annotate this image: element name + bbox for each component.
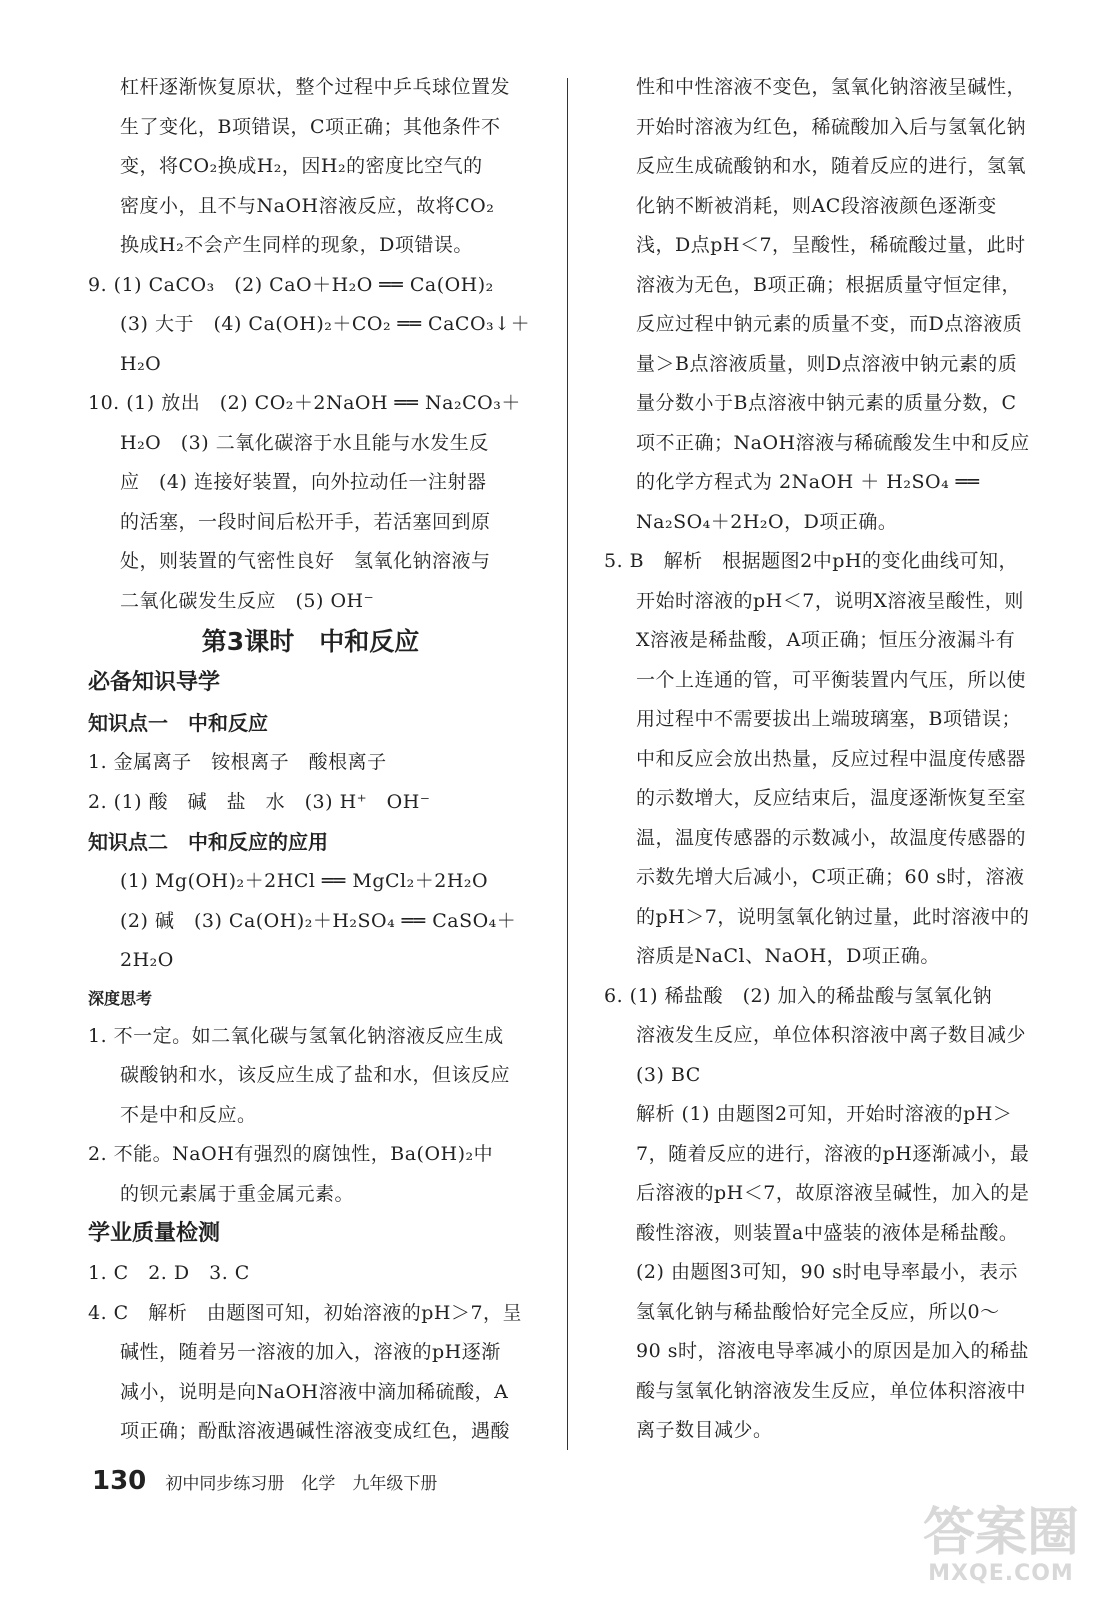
text-line: 一个上连通的管，可平衡装置内气压，所以使 — [636, 668, 1027, 691]
text-line: 换成H₂不会产生同样的现象，D项错误。 — [120, 234, 473, 256]
text-line: 解析 (1) 由题图2可知，开始时溶液的pH＞ — [636, 1103, 1013, 1125]
text-line: 5. B 解析 根据题图2中pH的变化曲线可知， — [604, 550, 1018, 572]
page-footer — [92, 1466, 437, 1496]
page-number: 130 — [92, 1466, 147, 1496]
text-line: H₂O (3) 二氧化碳溶于水且能与水发生反 — [120, 431, 489, 454]
text-line: 后溶液的pH＜7，故原溶液呈碱性，加入的是 — [636, 1182, 1030, 1204]
text-line: 2H₂O — [120, 949, 174, 971]
text-line: Na₂SO₄＋2H₂O，D项正确。 — [636, 510, 898, 533]
text-line: 浅，D点pH＜7，呈酸性，稀硫酸过量，此时 — [636, 234, 1026, 256]
text-line: 1. 金属离子 铵根离子 酸根离子 — [88, 751, 387, 773]
left-column — [88, 68, 533, 1452]
text-line: 反应过程中钠元素的质量不变，而D点溶液质 — [636, 313, 1023, 335]
watermark-url: MXQE.COM — [928, 1561, 1074, 1586]
text-line: 生了变化，B项错误，C项正确；其他条件不 — [120, 115, 501, 138]
text-line: (3) BC — [636, 1063, 701, 1086]
text-line: 中和反应会放出热量，反应过程中温度传感器 — [636, 747, 1027, 770]
text-line: 溶质是NaCl、NaOH，D项正确。 — [636, 945, 940, 967]
text-line: 密度小，且不与NaOH溶液反应，故将CO₂ — [120, 194, 495, 217]
watermark-logo — [923, 1505, 1079, 1586]
text-line: 4. C 解析 由题图可知，初始溶液的pH＞7，呈 — [88, 1301, 523, 1324]
text-line: 离子数目减少。 — [636, 1419, 773, 1441]
text-line: 9. (1) CaCO₃ (2) CaO＋H₂O ══ Ca(OH)₂ — [88, 273, 494, 296]
subsection-heading: 知识点一 中和反应 — [88, 711, 268, 735]
book-title: 初中同步练习册 化学 九年级下册 — [165, 1474, 438, 1494]
text-line: 1. C 2. D 3. C — [88, 1262, 250, 1284]
text-line: 的钡元素属于重金属元素。 — [120, 1182, 355, 1205]
section-heading: 必备知识导学 — [88, 670, 221, 695]
text-line: 项正确；酚酞溶液遇碱性溶液变成红色，遇酸 — [120, 1420, 511, 1442]
text-line: 酸与氢氧化钠溶液发生反应，单位体积溶液中 — [636, 1379, 1027, 1402]
text-line: 的pH＞7，说明氢氧化钠过量，此时溶液中的 — [636, 905, 1030, 928]
column-divider — [567, 78, 568, 1450]
text-line: 化钠不断被消耗，则AC段溶液颜色逐渐变 — [636, 194, 997, 217]
text-line: 处，则装置的气密性良好 氢氧化钠溶液与 — [120, 550, 491, 572]
text-line: X溶液是稀盐酸，A项正确；恒压分液漏斗有 — [636, 629, 1016, 651]
text-line: 用过程中不需要拔出上端玻璃塞，B项错误； — [636, 708, 1021, 730]
text-line: 的示数增大，反应结束后，温度逐渐恢复至室 — [636, 787, 1027, 809]
text-line: 的活塞，一段时间后松开手，若活塞回到原 — [120, 510, 491, 533]
text-line: 开始时溶液为红色，稀硫酸加入后与氢氧化钠 — [636, 115, 1027, 138]
text-line: 10. (1) 放出 (2) CO₂＋2NaOH ══ Na₂CO₃＋ — [88, 392, 521, 414]
text-line: 开始时溶液的pH＜7，说明X溶液呈酸性，则 — [636, 589, 1024, 612]
text-line: 示数先增大后减小，C项正确；60 s时，溶液 — [636, 866, 1025, 888]
lesson-title: 第3课时 中和反应 — [201, 627, 420, 656]
text-line: 减小，说明是向NaOH溶液中滴加稀硫酸，A — [120, 1380, 509, 1403]
text-line: 温，温度传感器的示数减小，故温度传感器的 — [636, 826, 1027, 849]
watermark-glyph: 答案圈 — [922, 1503, 1079, 1563]
text-line: 反应生成硫酸钠和水，随着反应的进行，氢氧 — [636, 155, 1027, 177]
text-line: (2) 碱 (3) Ca(OH)₂＋H₂SO₄ ══ CaSO₄＋ — [120, 909, 517, 932]
text-line: 酸性溶液，则装置a中盛装的液体是稀盐酸。 — [636, 1221, 1019, 1244]
text-line: (3) 大于 (4) Ca(OH)₂＋CO₂ ══ CaCO₃↓＋ — [120, 313, 531, 335]
text-line: 碱性，随着另一溶液的加入，溶液的pH逐渐 — [120, 1341, 501, 1363]
text-line: 性和中性溶液不变色，氢氧化钠溶液呈碱性， — [636, 76, 1027, 98]
text-line: 溶液为无色，B项正确；根据质量守恒定律， — [636, 273, 1021, 296]
text-line: 7，随着反应的进行，溶液的pH逐渐减小，最 — [636, 1142, 1030, 1165]
text-line: (2) 由题图3可知，90 s时电导率最小，表示 — [636, 1261, 1019, 1283]
section-heading: 学业质量检测 — [88, 1221, 221, 1246]
text-line: 溶液发生反应，单位体积溶液中离子数目减少 — [636, 1024, 1027, 1046]
text-line: 应 (4) 连接好装置，向外拉动任一注射器 — [120, 471, 487, 493]
text-line: 2. 不能。NaOH有强烈的腐蚀性，Ba(OH)₂中 — [88, 1143, 494, 1165]
text-line: 碳酸钠和水，该反应生成了盐和水，但该反应 — [120, 1064, 511, 1086]
text-line: 氢氧化钠与稀盐酸恰好完全反应，所以0～ — [636, 1300, 1000, 1323]
text-line: 6. (1) 稀盐酸 (2) 加入的稀盐酸与氢氧化钠 — [604, 984, 993, 1007]
minor-heading: 深度思考 — [88, 988, 153, 1008]
text-line: 项不正确；NaOH溶液与稀硫酸发生中和反应 — [636, 431, 1030, 454]
text-line: 1. 不一定。如二氧化碳与氢氧化钠溶液反应生成 — [88, 1024, 504, 1047]
text-line: H₂O — [120, 352, 162, 375]
text-line: (1) Mg(OH)₂＋2HCl ══ MgCl₂＋2H₂O — [120, 870, 489, 892]
text-line: 不是中和反应。 — [120, 1103, 257, 1126]
text-line: 量分数小于B点溶液中钠元素的质量分数，C — [636, 392, 1017, 414]
text-line: 二氧化碳发生反应 (5) OH⁻ — [120, 589, 375, 612]
text-line: 2. (1) 酸 碱 盐 水 (3) H⁺ OH⁻ — [88, 790, 431, 813]
text-line: 量＞B点溶液质量，则D点溶液中钠元素的质 — [636, 352, 1018, 375]
text-line: 90 s时，溶液电导率减小的原因是加入的稀盐 — [636, 1340, 1029, 1362]
text-line: 的化学方程式为 2NaOH ＋ H₂SO₄ ══ — [636, 471, 980, 493]
subsection-heading: 知识点二 中和反应的应用 — [88, 830, 328, 854]
text-line: 变，将CO₂换成H₂，因H₂的密度比空气的 — [120, 155, 483, 177]
right-column — [604, 68, 1034, 1451]
text-line: 杠杆逐渐恢复原状，整个过程中乒乓球位置发 — [120, 76, 511, 98]
